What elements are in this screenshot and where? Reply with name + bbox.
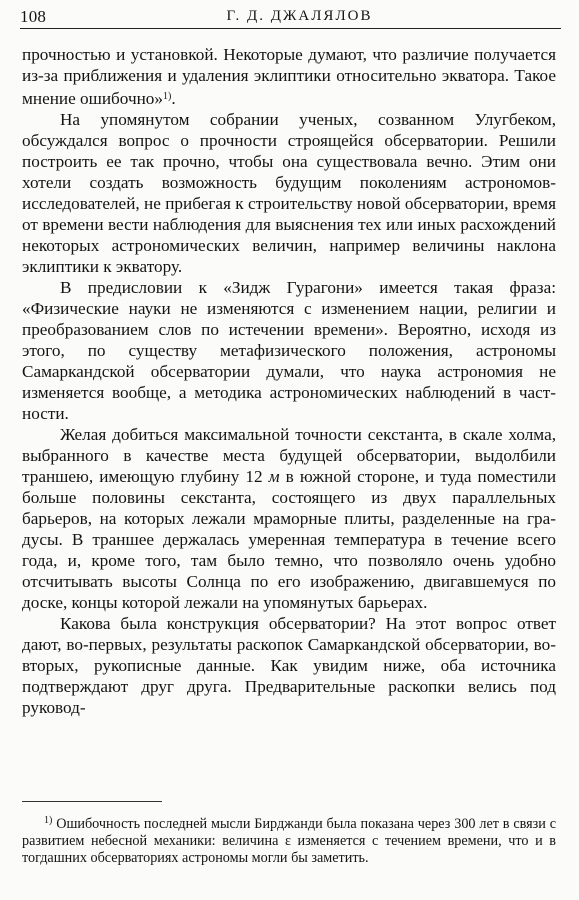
- paragraph-1: [22, 44, 556, 109]
- paragraph-1-end: .: [171, 89, 176, 108]
- paragraph-3: В предисловии к «Зидж Гурагони» имеется такая фраза: «Физические науки не изменяются с изменением нации, религии и преобразованием слов по истечении времени». Вероятно, исходя из этого, по существу метафизического положения, астрономы Самаркандской обсерватории думали, что наука астрономия не изменяется вообще, а методика астрономических наблюдений в частности.: [22, 278, 556, 423]
- unit-meters: м: [268, 467, 280, 486]
- paragraph-4: [22, 424, 556, 613]
- main-text: [22, 44, 556, 718]
- paragraph-1-text: прочностью и установкой. Некоторые думают, что различие получается из-за приближения и удаления эклиптики относительно экватора. Такое мнение ошибочно»: [22, 45, 556, 108]
- paragraph-4-text-b: в южной стороне, и туда поместили больше половины секстанта, состоящего из двух параллельных барьеров, на которых лежали мраморные плиты, разделенные на градусы. В траншее держалась умеренная температура в течение всего года, и, кроме того, там было темно, что позволяло очень удобно отсчитывать высоты Солнца по его изображению, двигавшемуся по доске, концы которой лежали на упомянутых барьерах.: [22, 467, 557, 612]
- footnote-marker: 1): [44, 815, 53, 826]
- footnote-text: Ошибочность последней мысли Бирджанди была показана через 300 лет в связи с развитием небесной механики: величина ε изменяется с течением времени, что и в тогдашних обсерваториях астрономы могли бы заметить.: [22, 816, 557, 866]
- footnote-divider: [22, 801, 162, 802]
- page-number: 108: [20, 7, 47, 26]
- paragraph-5: Какова была конструкция обсерватории? На этот вопрос ответ дают, во-первых, результаты раскопок Самаркандской обсерватории, во-вторых, рукописные данные. Как увидим ниже, оба источника подтверждают друг друга. Предварительные раскопки велись под руковод-: [22, 614, 556, 717]
- paragraph-4-text-a: Желая добиться максимальной точности секстанта, в скале холма, выбранного в качестве места будущей обсерватории, выдолбили траншею, имеющую глубину 12: [22, 425, 556, 486]
- paragraph-2: На упомянутом собрании ученых, созванном Улугбеком, обсуждался вопрос о прочности строящейся обсерватории. Решили построить ее так прочно, чтобы она существовала вечно. Этим они хотели создать возможность будущим поколениям астрономов-исследователей, не прибегая к строительству новой обсерватории, время от времени вести наблюдения для выяснения тех или иных расхождений некоторых астрономических величин, например величины наклона эклиптики к экватору.: [22, 110, 556, 276]
- footnote: [22, 812, 556, 867]
- footnote-reference: 1): [162, 91, 172, 102]
- page-header: [20, 4, 561, 29]
- running-head: Г. Д. ДЖАЛЯЛОВ: [226, 8, 373, 24]
